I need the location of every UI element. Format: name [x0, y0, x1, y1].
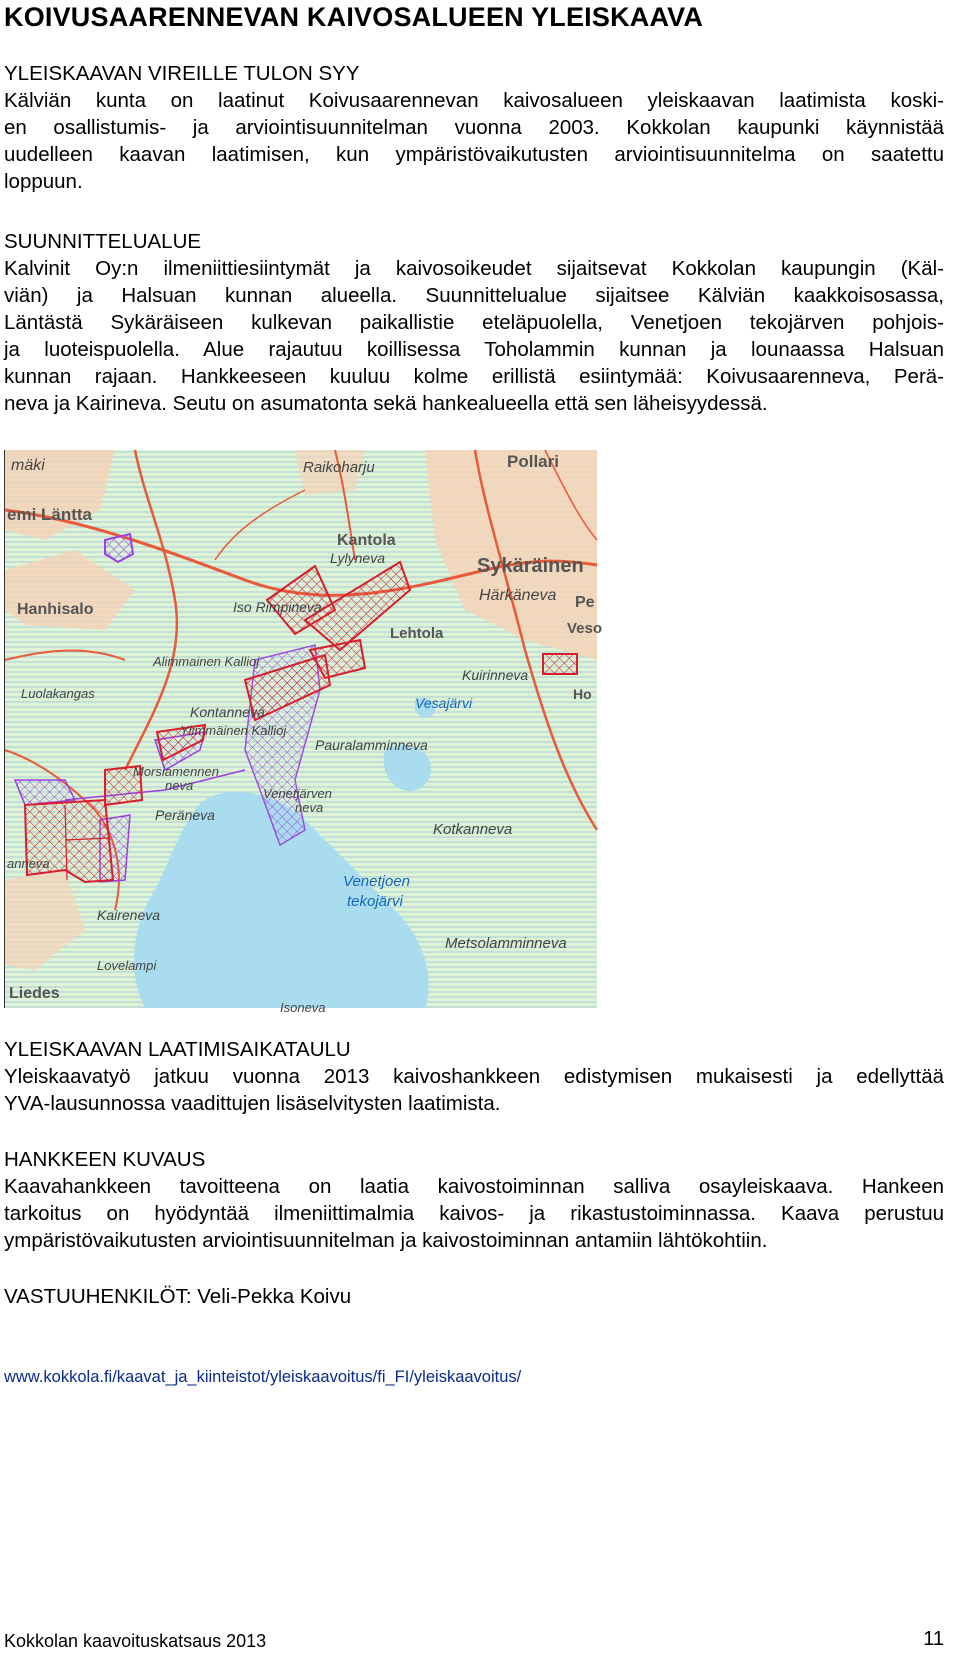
map-label: Kaireneva [97, 907, 161, 923]
responsible-persons: VASTUUHENKILÖT: Veli-Pekka Koivu [4, 1285, 352, 1308]
map-label: Pauralamminneva [315, 737, 428, 753]
map-label: Venetjoen [343, 873, 411, 890]
map-label: Kotkanneva [433, 821, 513, 838]
map-label: Lehtola [390, 625, 444, 642]
section-project-description [4, 1146, 944, 1254]
text-line: kunnan rajaan. Hankkeeseen kuuluu kolme erillistä esiintymää: Koivusaarenneva, Perä- [4, 365, 944, 388]
text-line: Kaavahankkeen tavoitteena on laatia kaivostoiminnan salliva osayleiskaava. Hankeen [4, 1175, 944, 1198]
map-label: Raikoharju [303, 459, 375, 476]
map-label: neva [165, 778, 194, 793]
map-label: Kantola [337, 532, 396, 549]
map-label: Metsolamminneva [445, 935, 567, 952]
section-planning-area [4, 228, 944, 417]
section-text [4, 1063, 944, 1117]
map-label: Kuirinneva [462, 667, 529, 683]
map-label: tekojärvi [347, 893, 403, 910]
map-label: anneva [7, 856, 50, 871]
section-heading: HANKKEEN KUVAUS [4, 1148, 206, 1171]
section-text [4, 1173, 944, 1254]
map-label: Alimmainen Kallioj [153, 654, 260, 669]
map-label: emi Läntta [7, 505, 93, 524]
map-label: Iso Rimpineva [233, 599, 322, 615]
map-graphic [5, 450, 603, 1015]
section-heading: YLEISKAAVAN VIREILLE TULON SYY [4, 62, 360, 85]
map-label: Peräneva [155, 807, 215, 823]
text-line: viän) ja Halsuan kunnan alueella. Suunnittelualue sijaitsee Kälviän kaakkoisosassa, [4, 284, 944, 307]
text-line: ympäristövaikutusten arviointisuunnitelman ja kaivostoiminnan antamiin lähtökohtiin. [4, 1229, 768, 1252]
map-label: Isoneva [280, 1000, 326, 1015]
text-line: uudelleen kaavan laatimisen, kun ympäristövaikutusten arviointisuunnitelma on saatettu [4, 143, 944, 166]
website-link[interactable]: www.kokkola.fi/kaavat_ja_kiinteistot/yleiskaavoitus/fi_FI/yleiskaavoitus/ [4, 1368, 522, 1386]
text-line: loppuun. [4, 170, 83, 193]
text-line: neva ja Kairineva. Seutu on asumatonta sekä hankealueella että sen läheisyydessä. [4, 392, 768, 415]
map-label: Lylyneva [330, 550, 386, 566]
map-label: Ylimmäinen Kallioj [180, 723, 287, 738]
mining-area [543, 654, 577, 674]
section-heading: SUUNNITTELUALUE [4, 230, 202, 253]
section-schedule [4, 1036, 944, 1117]
text-line: tarkoitus on hyödyntää ilmeniittimalmia kaivos- ja rikastustoiminnassa. Kaava perustuu [4, 1202, 944, 1225]
map-label: Luolakangas [21, 686, 95, 701]
map-label: neva [295, 800, 324, 815]
text-line: Läntästä Sykäräiseen kulkevan paikallistie eteläpuolella, Venetjoen tekojärven pohjois- [4, 311, 944, 334]
text-line: en osallistumis- ja arviointisuunnitelman vuonna 2003. Kokkolan kaupunki käynnistää [4, 116, 944, 139]
section-heading: YLEISKAAVAN LAATIMISAIKATAULU [4, 1038, 351, 1061]
map-label: Kontanneva [190, 704, 265, 720]
map-label: Pe [575, 594, 595, 611]
map-label: Morsiamennen [133, 764, 219, 779]
text-line: Kälviän kunta on laatinut Koivusaarennevan kaivosalueen yleiskaavan laatimista koski- [4, 89, 944, 112]
map-label: Liedes [9, 985, 60, 1002]
map-label: Lovelampi [97, 958, 157, 973]
map-label: Pollari [507, 452, 559, 471]
text-line: ja luoteispuolella. Alue rajautuu koillisessa Toholammin kunnan ja lounaassa Halsuan [4, 338, 944, 361]
map-label: Hanhisalo [17, 601, 94, 618]
map-label: Ho [573, 686, 592, 702]
text-line: Kalvinit Oy:n ilmeniittiesiintymät ja kaivosoikeudet sijaitsevat Kokkolan kaupungin (Käl- [4, 257, 944, 280]
text-line: YVA-lausunnossa vaadittujen lisäselvitysten laatimista. [4, 1092, 501, 1115]
purple-area [15, 780, 75, 805]
footer-title: Kokkolan kaavoituskatsaus 2013 [4, 1631, 267, 1651]
map-label: Vesajärvi [415, 695, 473, 711]
page-number: 11 [923, 1628, 944, 1650]
section-text [4, 255, 944, 417]
section-text [4, 87, 944, 195]
section-initiation [4, 60, 944, 195]
map-label: Härkäneva [479, 587, 557, 604]
map-label: Veso [567, 620, 603, 637]
map-label: mäki [11, 457, 45, 474]
planning-area-map [4, 450, 603, 1015]
map-label: Venetjärven [263, 786, 332, 801]
page-title: KOIVUSAARENNEVAN KAIVOSALUEEN YLEISKAAVA [4, 2, 704, 32]
map-label: Sykäräinen [477, 555, 584, 577]
text-line: Yleiskaavatyö jatkuu vuonna 2013 kaivoshankkeen edistymisen mukaisesti ja edellyttää [4, 1065, 944, 1088]
